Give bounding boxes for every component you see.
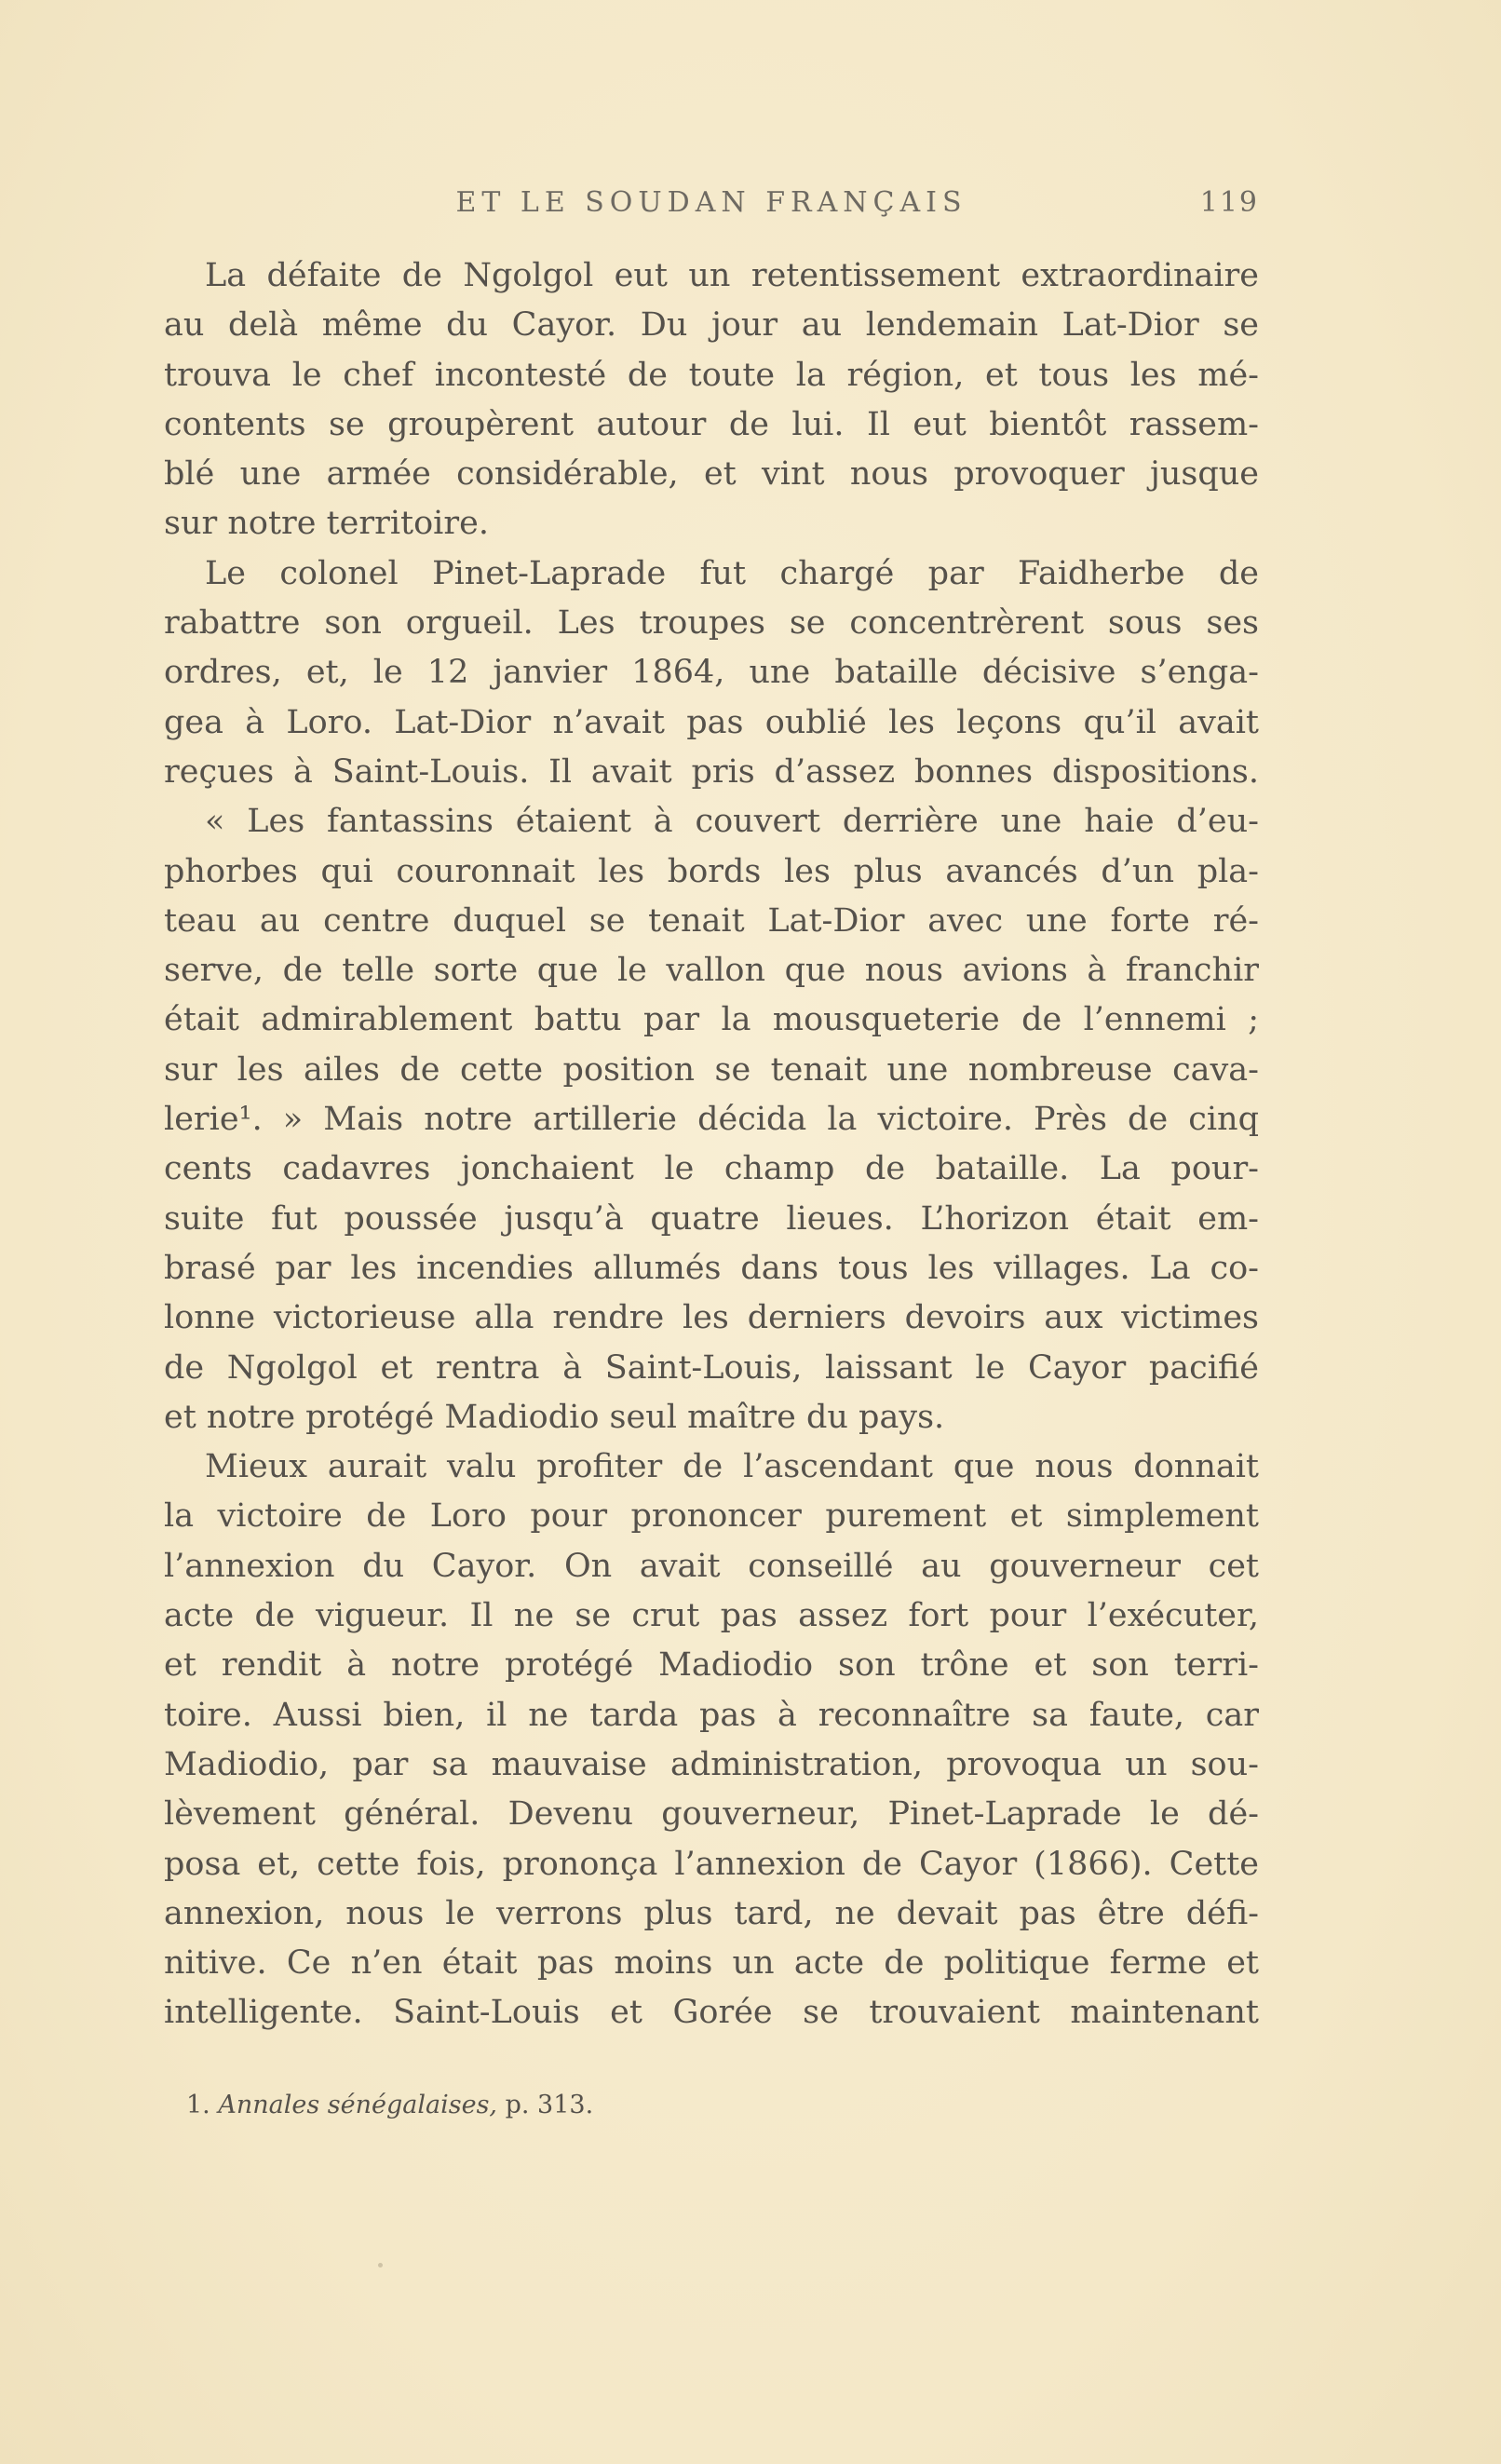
page-header bbox=[164, 186, 1259, 233]
footnote-page: p. 313. bbox=[505, 2091, 594, 2119]
text-line: de Ngolgol et rentra à Saint-Louis, laissant le Cayor pacifié bbox=[164, 1348, 1259, 1387]
text-line: nitive. Ce n’en était pas moins un acte de politique ferme et bbox=[164, 1944, 1259, 1983]
text-line: cents cadavres jonchaient le champ de bataille. La pour- bbox=[164, 1150, 1259, 1188]
text-line: annexion, nous le verrons plus tard, ne devait pas être défi- bbox=[164, 1894, 1259, 1932]
text-line: Madiodio, par sa mauvaise administration, provoqua un sou- bbox=[164, 1745, 1259, 1783]
text-line: sur les ailes de cette position se tenait une nombreuse cava- bbox=[164, 1050, 1259, 1089]
text-line: reçues à Saint-Louis. Il avait pris d’assez bonnes dispositions. bbox=[164, 752, 1259, 791]
text-line: « Les fantassins étaient à couvert derrière une haie d’eu- bbox=[205, 803, 1259, 841]
text-line: brasé par les incendies allumés dans tous les villages. La co- bbox=[164, 1249, 1259, 1287]
footnote-number: 1. bbox=[186, 2091, 210, 2119]
text-line: teau au centre duquel se tenait Lat-Dior avec une forte ré- bbox=[164, 901, 1259, 940]
text-line: suite fut poussée jusqu’à quatre lieues. L’horizon était em- bbox=[164, 1199, 1259, 1238]
footnote-source: Annales sénégalaises, bbox=[218, 2091, 498, 2119]
footnote bbox=[186, 2091, 1257, 2119]
text-line: phorbes qui couronnait les bords les plus avancés d’un pla- bbox=[164, 852, 1259, 890]
running-title: ET LE SOUDAN FRANÇAIS bbox=[455, 186, 967, 219]
text-line: rabattre son orgueil. Les troupes se concentrèrent sous ses bbox=[164, 604, 1259, 643]
text-line: posa et, cette fois, prononça l’annexion de Cayor (1866). Cette bbox=[164, 1845, 1259, 1883]
text-line: au delà même du Cayor. Du jour au lendemain Lat-Dior se bbox=[164, 306, 1259, 345]
text-line: ordres, et, le 12 janvier 1864, une bataille décisive s’enga- bbox=[164, 654, 1259, 692]
text-line: sur notre territoire. bbox=[164, 505, 489, 543]
text-line: et notre protégé Madiodio seul maître du pays. bbox=[164, 1398, 945, 1436]
body-text bbox=[164, 251, 1259, 2038]
text-line: l’annexion du Cayor. On avait conseillé au gouverneur cet bbox=[164, 1547, 1259, 1585]
text-line: et rendit à notre protégé Madiodio son trône et son terri- bbox=[164, 1646, 1259, 1685]
text-line: la victoire de Loro pour prononcer purement et simplement bbox=[164, 1497, 1259, 1536]
paper-speck bbox=[378, 2263, 383, 2268]
text-line: lonne victorieuse alla rendre les derniers devoirs aux victimes bbox=[164, 1299, 1259, 1337]
text-line: La défaite de Ngolgol eut un retentissement extraordinaire bbox=[205, 257, 1259, 294]
text-line: Le colonel Pinet-Laprade fut chargé par Faidherbe de bbox=[205, 554, 1259, 592]
text-line: trouva le chef incontesté de toute la région, et tous les mé- bbox=[164, 356, 1259, 394]
text-line: acte de vigueur. Il ne se crut pas assez fort pour l’exécuter, bbox=[164, 1597, 1259, 1635]
page-number: 119 bbox=[1199, 186, 1259, 219]
text-line: contents se groupèrent autour de lui. Il eut bientôt rassem- bbox=[164, 405, 1259, 443]
text-line: Mieux aurait valu profiter de l’ascendant que nous donnait bbox=[205, 1448, 1259, 1486]
text-line: gea à Loro. Lat-Dior n’avait pas oublié les leçons qu’il avait bbox=[164, 703, 1259, 741]
text-line: lerie¹. » Mais notre artillerie décida la victoire. Près de cinq bbox=[164, 1101, 1259, 1139]
text-line: blé une armée considérable, et vint nous provoquer jusque bbox=[164, 455, 1259, 494]
text-line: lèvement général. Devenu gouverneur, Pinet-Laprade le dé- bbox=[164, 1795, 1259, 1834]
text-line: était admirablement battu par la mousqueterie de l’ennemi ; bbox=[164, 1001, 1259, 1039]
text-line: serve, de telle sorte que le vallon que nous avions à franchir bbox=[164, 952, 1259, 990]
text-line: intelligente. Saint-Louis et Gorée se trouvaient maintenant bbox=[164, 1994, 1259, 2032]
text-line: toire. Aussi bien, il ne tarda pas à reconnaître sa faute, car bbox=[164, 1696, 1259, 1734]
